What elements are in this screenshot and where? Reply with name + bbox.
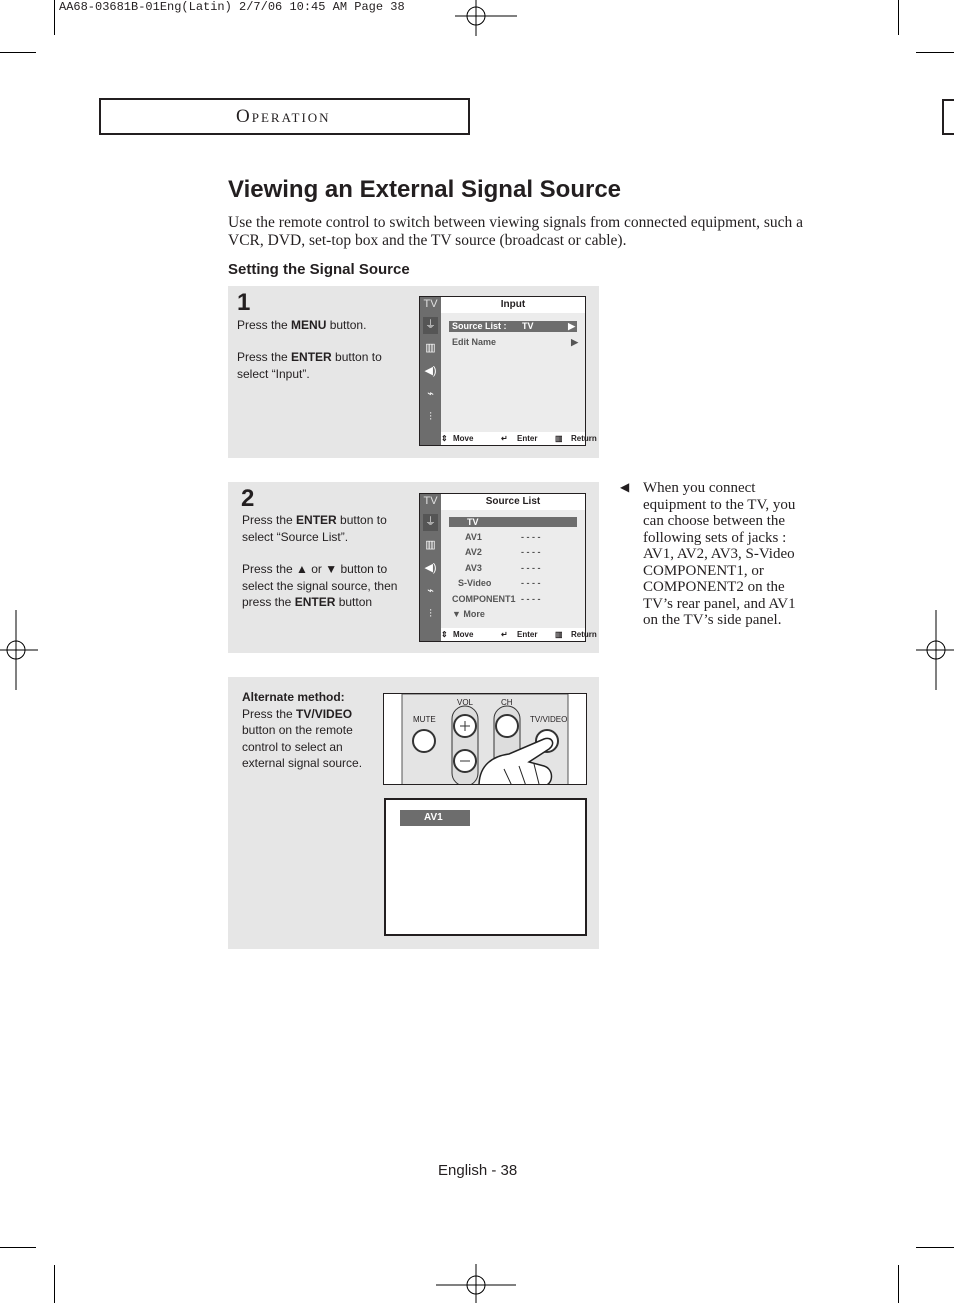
step2-instruction-1: Press the ENTER button to select “Source List”. xyxy=(242,513,387,544)
step2-panel xyxy=(228,482,599,653)
arrow-right-icon: ▶ xyxy=(571,337,578,347)
setup-icon: ⫶ xyxy=(429,608,432,620)
osd-source-item: TV xyxy=(449,517,577,527)
crop-mark xyxy=(0,1247,36,1248)
vol-label: VOL xyxy=(457,698,474,707)
tvvideo-label: TV/VIDEO xyxy=(530,715,568,724)
osd-source-item: S-Video xyxy=(458,578,492,588)
crop-mark xyxy=(54,0,55,35)
osd-footer: ⇕ Move ↵ Enter ▥ Return xyxy=(441,630,597,639)
osd-source-item: AV1 xyxy=(465,532,482,542)
channel-icon: ⌁ xyxy=(427,585,434,597)
step-number: 1 xyxy=(237,289,251,316)
picture-icon: ▥ xyxy=(425,539,436,551)
step1-instruction-2: Press the ENTER button to select “Input”. xyxy=(237,350,382,381)
osd-source-value: - - - - xyxy=(521,594,541,604)
osd-title: Source List xyxy=(441,494,585,510)
osd-row-source-list: Source List : TV ▶ xyxy=(449,321,577,332)
osd-source-item: AV3 xyxy=(465,563,482,573)
enter-icon: ↵ xyxy=(501,630,508,639)
crop-mark xyxy=(916,1247,954,1248)
channel-icon: ⌁ xyxy=(427,388,434,400)
sound-icon: ◀) xyxy=(424,365,437,377)
section-header: OPERATION xyxy=(236,106,331,127)
crop-mark xyxy=(898,1265,899,1303)
osd-row-edit-name: Edit Name ▶ xyxy=(452,337,578,347)
page-title: Viewing an External Signal Source xyxy=(228,176,622,203)
remote-drawing xyxy=(384,694,587,785)
osd-title: Input xyxy=(441,297,585,313)
page-footer: English - 38 xyxy=(438,1162,518,1179)
move-icon: ⇕ xyxy=(441,434,448,443)
setup-icon: ⫶ xyxy=(429,411,432,423)
osd-source-value: - - - - xyxy=(521,563,541,573)
tv-screen-illustration xyxy=(384,798,587,936)
ch-label: CH xyxy=(501,698,513,707)
enter-icon: ↵ xyxy=(501,434,508,443)
registration-mark xyxy=(436,1264,516,1303)
step1-panel xyxy=(228,286,599,458)
osd-sidebar xyxy=(420,494,441,641)
step2-instruction-2: Press the ▲ or ▼ button to select the signal source, then press the ENTER button xyxy=(242,562,398,609)
osd-more-item: ▼ More xyxy=(452,609,485,619)
return-icon: ▥ xyxy=(555,434,563,443)
intro-paragraph: Use the remote control to switch between viewing signals from connected equipment, such a VCR, DVD, set-top box and the TV source (broadcast or cable). xyxy=(228,214,804,249)
note-arrow-icon: ◀ xyxy=(620,480,630,494)
crop-mark xyxy=(0,52,36,53)
crop-mark xyxy=(54,1265,55,1303)
subheading: Setting the Signal Source xyxy=(228,261,410,278)
picture-icon: ▥ xyxy=(425,342,436,354)
remote-illustration xyxy=(383,693,587,785)
osd-sidebar xyxy=(420,297,441,445)
step1-instruction-1: Press the MENU button. xyxy=(237,318,367,332)
arrow-right-icon: ▶ xyxy=(568,321,575,331)
osd-source-value: - - - - xyxy=(521,578,541,588)
crop-mark xyxy=(916,52,954,53)
print-slug: AA68-03681B-01Eng(Latin) 2/7/06 10:45 AM Page 38 xyxy=(59,0,405,14)
return-icon: ▥ xyxy=(555,630,563,639)
osd-tv-label: TV xyxy=(423,495,438,507)
source-label-av1: AV1 xyxy=(400,810,470,826)
move-icon: ⇕ xyxy=(441,630,448,639)
registration-mark xyxy=(916,610,954,690)
osd-input-menu xyxy=(419,296,597,446)
page-tab xyxy=(942,99,954,135)
registration-mark xyxy=(455,0,517,36)
alternate-method-text: Alternate method: Press the TV/VIDEO button on the remote control to select an external signal source. xyxy=(242,690,363,770)
osd-footer: ⇕ Move ↵ Enter ▥ Return xyxy=(441,434,597,443)
osd-source-list-menu xyxy=(419,493,597,642)
osd-source-value: - - - - xyxy=(521,547,541,557)
osd-source-item: AV2 xyxy=(465,547,482,557)
step-number: 2 xyxy=(241,485,255,512)
osd-tv-label: TV xyxy=(423,298,438,310)
osd-source-value: - - - - xyxy=(521,532,541,542)
crop-mark xyxy=(898,0,899,35)
sound-icon: ◀) xyxy=(424,562,437,574)
side-note: When you connect equipment to the TV, you can choose between the following sets of jacks : AV1, AV2, AV3, S-Video COMPONENT1, or COMPONENT2 on the TV’s rear panel, and AV1 on the TV’s side panel. xyxy=(643,480,796,628)
registration-mark xyxy=(0,610,38,690)
alternate-method-panel xyxy=(228,677,599,949)
input-icon: ⏚ xyxy=(423,317,438,334)
alternate-heading: Alternate method: xyxy=(242,690,345,704)
mute-label: MUTE xyxy=(413,715,436,724)
osd-source-item: COMPONENT1 xyxy=(452,594,516,604)
input-icon: ⏚ xyxy=(423,514,438,531)
